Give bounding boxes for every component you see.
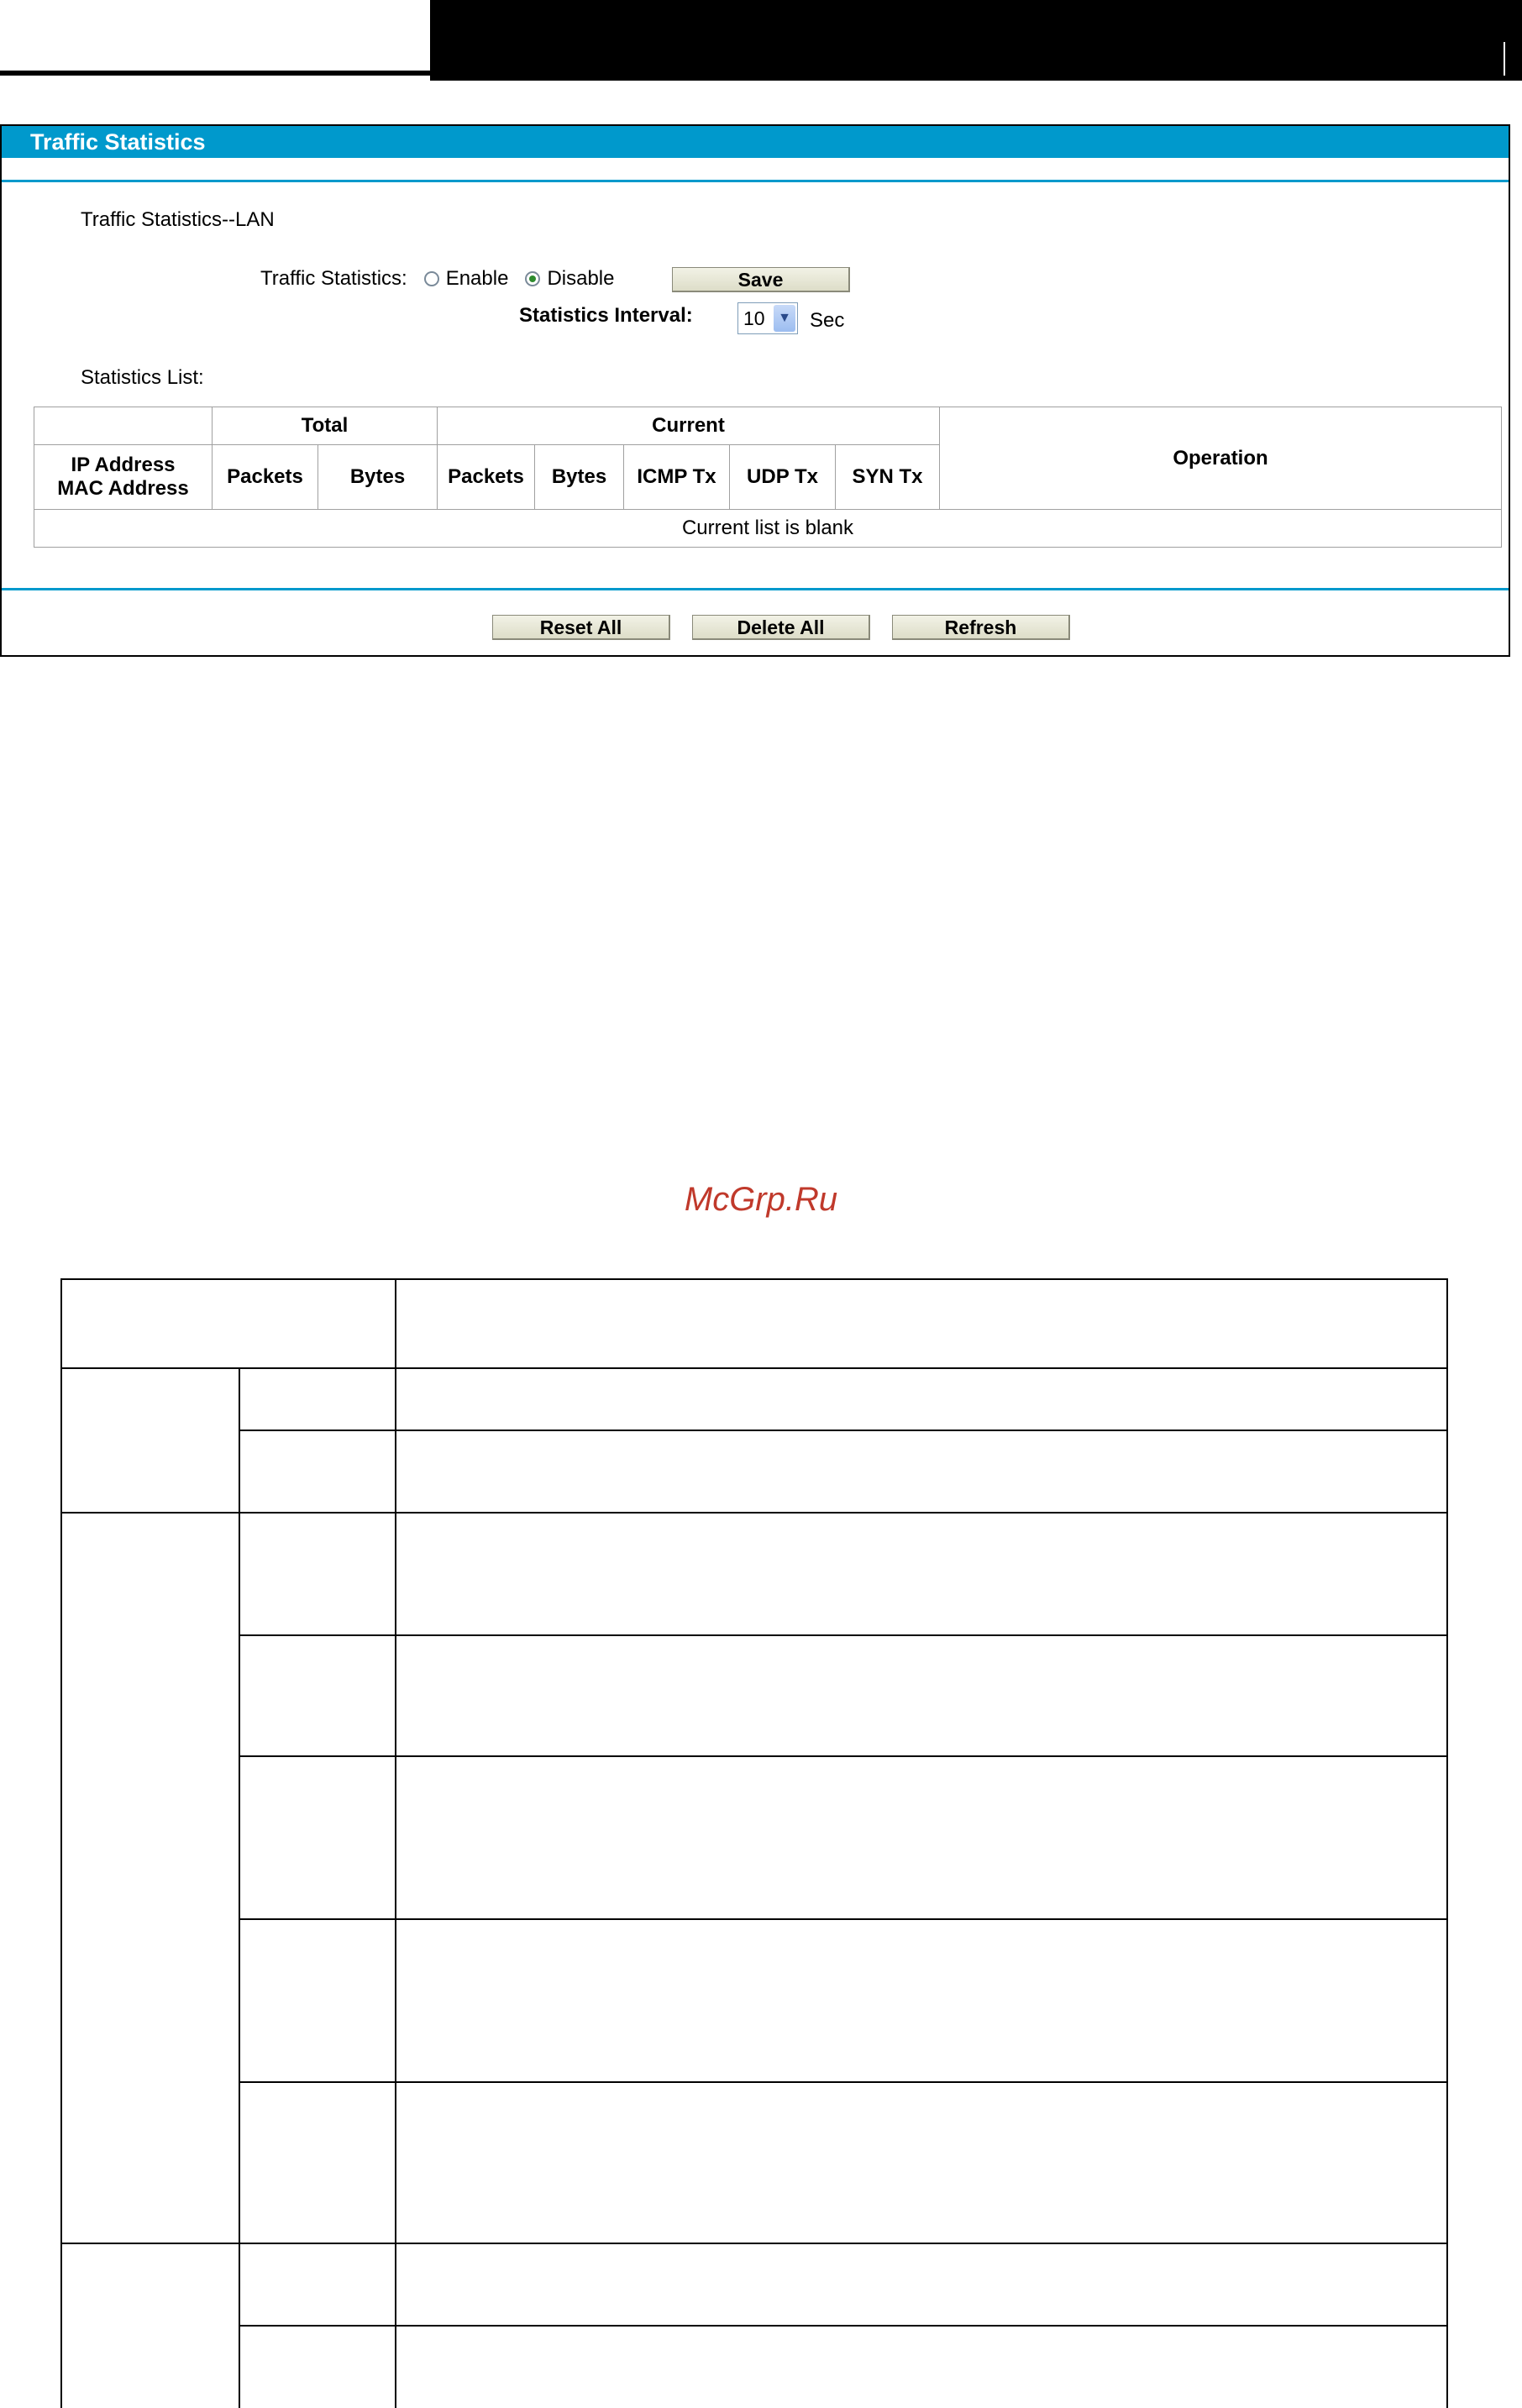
chevron-down-icon[interactable]: ▼ xyxy=(774,305,795,332)
table-row xyxy=(34,510,1502,548)
enable-label[interactable]: Enable xyxy=(445,267,509,290)
statistics-list-label: Statistics List: xyxy=(81,366,204,389)
traffic-label: Traffic Statistics: xyxy=(260,267,407,290)
header-current-bytes: Bytes xyxy=(535,445,624,510)
table-border-right xyxy=(1446,1278,1448,2408)
table-border-left xyxy=(60,1278,62,2408)
header-icmp-tx: ICMP Tx xyxy=(624,445,730,510)
header-total-bytes: Bytes xyxy=(318,445,438,510)
table-subrule xyxy=(239,1430,1448,1431)
panel-divider-top xyxy=(2,180,1509,182)
table-rule xyxy=(60,1367,1448,1369)
table-subrule xyxy=(239,1918,1448,1920)
table-subrule xyxy=(239,1755,1448,1757)
table-rule xyxy=(60,1512,1448,1514)
disable-radio[interactable] xyxy=(525,271,540,286)
header-total: Total xyxy=(213,407,438,445)
panel-header: Traffic Statistics xyxy=(2,126,1509,158)
table-subrule xyxy=(239,2325,1448,2327)
delete-all-button[interactable]: Delete All xyxy=(692,615,870,640)
banner-left-block xyxy=(0,0,430,76)
banner-mark xyxy=(1504,42,1505,76)
traffic-statistics-panel xyxy=(0,124,1510,657)
table-rule xyxy=(60,2243,1448,2244)
header-udp-tx: UDP Tx xyxy=(730,445,836,510)
header-mac-address: MAC Address xyxy=(57,477,189,500)
section-title: Traffic Statistics--LAN xyxy=(81,208,275,231)
panel-divider-bottom xyxy=(2,588,1509,590)
interval-value: 10 xyxy=(743,307,765,329)
refresh-button[interactable]: Refresh xyxy=(892,615,1070,640)
table-subrule xyxy=(239,1634,1448,1636)
description-table-outline xyxy=(60,1278,1448,2408)
table-column-divider xyxy=(395,1278,396,2408)
disable-label[interactable]: Disable xyxy=(547,267,615,290)
watermark: McGrp.Ru xyxy=(684,1181,838,1218)
reset-all-button[interactable]: Reset All xyxy=(492,615,670,640)
header-current: Current xyxy=(438,407,940,445)
header-current-packets: Packets xyxy=(438,445,535,510)
top-banner xyxy=(0,0,1522,84)
traffic-toggle-row xyxy=(260,267,614,291)
interval-label: Statistics Interval: xyxy=(519,304,693,327)
blank-list-message: Current list is blank xyxy=(34,510,1502,548)
statistics-table xyxy=(34,407,1502,548)
table-border-top xyxy=(60,1278,1448,1280)
header-address xyxy=(34,445,213,510)
header-syn-tx: SYN Tx xyxy=(836,445,940,510)
header-total-packets: Packets xyxy=(213,445,318,510)
banner-right-block xyxy=(430,0,1522,81)
table-subcolumn-divider xyxy=(239,1369,240,2408)
table-header-row-1 xyxy=(34,407,1502,445)
interval-unit: Sec xyxy=(810,309,845,332)
save-button[interactable]: Save xyxy=(672,267,850,292)
table-subrule xyxy=(239,2081,1448,2083)
enable-radio[interactable] xyxy=(424,271,439,286)
header-ip-address: IP Address xyxy=(71,454,176,476)
interval-select[interactable] xyxy=(737,302,798,334)
header-operation: Operation xyxy=(940,407,1502,510)
header-empty-cell xyxy=(34,407,213,445)
